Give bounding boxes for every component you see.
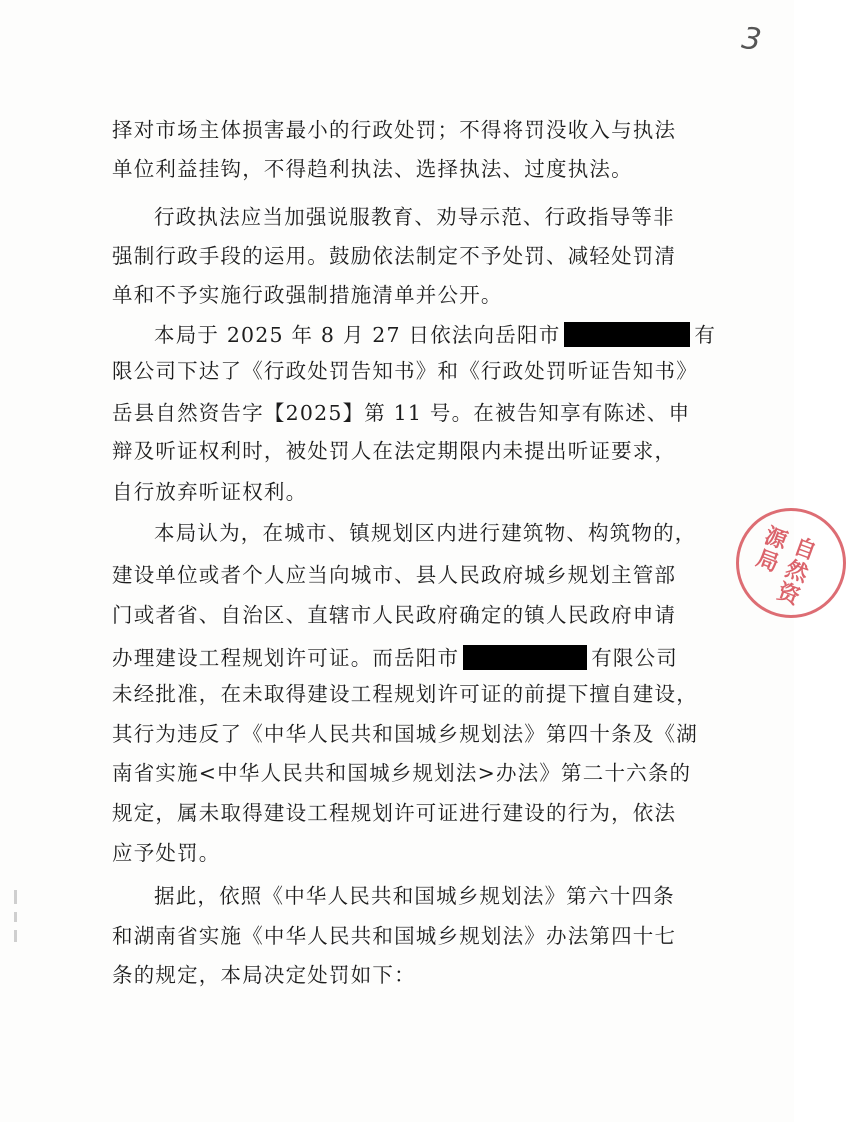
body-line: 择对市场主体损害最小的行政处罚；不得将罚没收入与执法 — [112, 118, 677, 142]
body-line: 其行为违反了《中华人民共和国城乡规划法》第四十条及《湖 — [112, 722, 698, 746]
paragraph-start-line: 行政执法应当加强说服教育、劝导示范、行政指导等非 — [154, 205, 675, 229]
body-line: 自行放弃听证权利。 — [112, 480, 308, 504]
paragraph-start-line — [154, 322, 716, 347]
line-text: 有限公司 — [591, 646, 679, 670]
body-line: 强制行政手段的运用。鼓励依法制定不予处罚、减轻处罚清 — [112, 244, 677, 268]
body-line: 条的规定，本局决定处罚如下： — [112, 963, 416, 987]
seal-text: 自然资源局 — [749, 522, 820, 609]
body-line: 岳县自然资告字【2025】第 11 号。在被告知享有陈述、申 — [112, 401, 691, 425]
body-line: 单和不予实施行政强制措施清单并公开。 — [112, 283, 503, 307]
line-text: 本局于 2025 年 8 月 27 日依法向岳阳市 — [154, 323, 561, 347]
scan-edge-mark — [14, 890, 17, 904]
scan-edge-mark — [14, 930, 17, 942]
line-text: 办理建设工程规划许可证。而岳阳市 — [112, 646, 460, 670]
body-line: 辩及听证权利时，被处罚人在法定期限内未提出听证要求， — [112, 439, 677, 463]
body-line: 南省实施<中华人民共和国城乡规划法>办法》第二十六条的 — [112, 761, 692, 785]
body-line: 单位利益挂钩，不得趋利执法、选择执法、过度执法。 — [112, 157, 633, 181]
body-line: 和湖南省实施《中华人民共和国城乡规划法》办法第四十七 — [112, 924, 677, 948]
redaction-block — [564, 322, 690, 347]
body-line — [112, 645, 678, 670]
body-line: 建设单位或者个人应当向城市、县人民政府城乡规划主管部 — [112, 563, 677, 587]
scan-edge-mark — [14, 912, 17, 922]
paragraph-start-line: 本局认为，在城市、镇规划区内进行建筑物、构筑物的， — [154, 521, 697, 545]
body-line: 未经批准，在未取得建设工程规划许可证的前提下擅自建设， — [112, 682, 698, 706]
line-text: 有 — [694, 323, 717, 347]
redaction-block — [463, 645, 587, 670]
body-line: 规定，属未取得建设工程规划许可证进行建设的行为，依法 — [112, 801, 677, 825]
body-line: 门或者省、自治区、直辖市人民政府确定的镇人民政府申请 — [112, 603, 677, 627]
official-seal-stamp — [736, 508, 846, 618]
page-number: 3 — [739, 20, 764, 59]
body-line: 应予处罚。 — [112, 841, 221, 865]
body-line: 限公司下达了《行政处罚告知书》和《行政处罚听证告知书》 — [112, 359, 698, 383]
paragraph-start-line: 据此，依照《中华人民共和国城乡规划法》第六十四条 — [154, 884, 675, 908]
